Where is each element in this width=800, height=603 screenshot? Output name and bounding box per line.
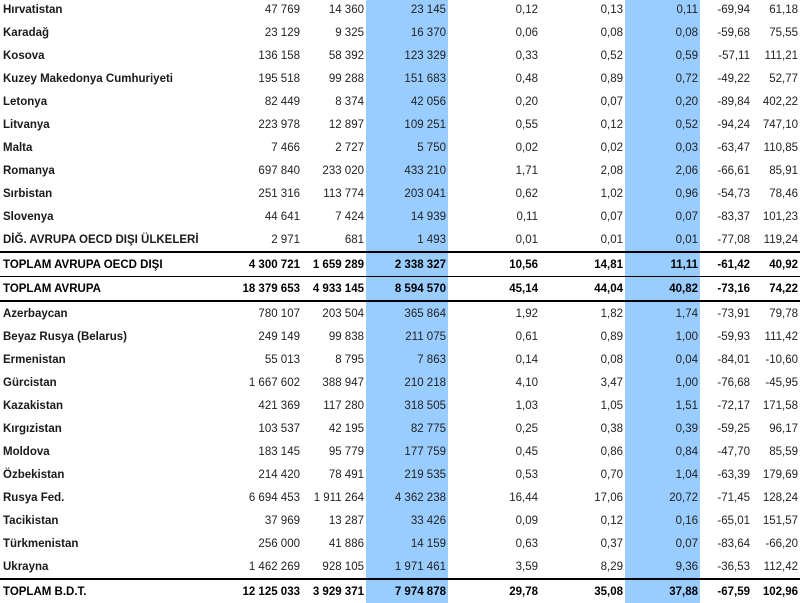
value-cell: 780 107 (215, 301, 302, 325)
value-cell: 102,96 (752, 579, 800, 603)
table-row (0, 371, 800, 394)
country-name-cell: Kazakistan (3, 399, 64, 412)
value-cell: 0,12 (515, 3, 538, 16)
country-name-cell: Azerbaycan (0, 301, 215, 325)
value-cell: 0,13 (600, 3, 623, 16)
country-name-cell: Sırbistan (3, 187, 53, 200)
value-cell: -63,47 (717, 141, 750, 154)
value-cell: 99 838 (328, 330, 364, 343)
value-cell: 23 145 (366, 0, 448, 21)
value-cell: 0,33 (515, 49, 538, 62)
value-cell: 0,20 (625, 90, 700, 113)
value-cell: 0,09 (515, 514, 538, 527)
table-row (0, 44, 800, 67)
value-cell: 0,86 (600, 445, 623, 458)
value-cell: 42 056 (366, 90, 448, 113)
value-cell: 2,08 (600, 164, 623, 177)
value-cell: -66,20 (765, 537, 798, 550)
value-cell: 402,22 (762, 95, 798, 108)
value-cell: 99 288 (328, 72, 364, 85)
value-cell: 0,07 (600, 210, 623, 223)
value-cell: 1,00 (625, 325, 700, 348)
value-cell: -83,37 (717, 210, 750, 223)
value-cell: 41 886 (328, 537, 364, 550)
table-row (0, 21, 800, 44)
table-row (0, 90, 800, 113)
country-name-cell: Ermenistan (3, 353, 66, 366)
country-name-cell: Kosova (3, 49, 45, 62)
value-cell: 11,11 (625, 252, 700, 277)
value-cell: -36,53 (717, 560, 750, 573)
value-cell: 203 504 (302, 301, 366, 325)
value-cell: 37 969 (264, 514, 300, 527)
country-name-cell: Kuzey Makedonya Cumhuriyeti (3, 72, 173, 85)
value-cell: 0,07 (625, 205, 700, 228)
country-name-cell: Karadağ (3, 26, 50, 39)
value-cell: 7 974 878 (366, 579, 448, 603)
value-cell: -77,08 (717, 233, 750, 246)
value-cell: 1,92 (448, 301, 540, 325)
value-cell: 0,11 (625, 0, 700, 21)
value-cell: 0,01 (600, 233, 623, 246)
table-row (0, 0, 800, 21)
value-cell: 0,37 (600, 537, 623, 550)
value-cell: 1,82 (540, 301, 625, 325)
table-row (0, 486, 800, 509)
value-cell: 7 424 (335, 210, 364, 223)
value-cell: 14 159 (366, 532, 448, 555)
value-cell: 4 362 238 (366, 486, 448, 509)
value-cell: -47,70 (717, 445, 750, 458)
value-cell: 74,22 (752, 277, 800, 302)
value-cell: 40,92 (752, 252, 800, 277)
country-name-cell: Gürcistan (3, 376, 57, 389)
value-cell: 40,82 (625, 277, 700, 302)
country-name-cell: Kırgızistan (3, 422, 62, 435)
value-cell: 85,91 (769, 164, 798, 177)
value-cell: 109 251 (366, 113, 448, 136)
value-cell: 0,39 (625, 417, 700, 440)
value-cell: 0,38 (600, 422, 623, 435)
value-cell: 0,07 (600, 95, 623, 108)
value-cell: 6 694 453 (248, 491, 300, 504)
value-cell: 8 795 (335, 353, 364, 366)
table-row (0, 509, 800, 532)
total-row (0, 579, 800, 603)
value-cell: 1,05 (600, 399, 623, 412)
value-cell: 9 325 (335, 26, 364, 39)
value-cell: 16 370 (366, 21, 448, 44)
value-cell: 365 864 (366, 301, 448, 325)
value-cell: 256 000 (258, 537, 300, 550)
value-cell: 10,56 (448, 252, 540, 277)
value-cell: 0,53 (515, 468, 538, 481)
value-cell: 0,72 (625, 67, 700, 90)
value-cell: 3 929 371 (302, 579, 366, 603)
value-cell: 0,12 (600, 514, 623, 527)
value-cell: 55 013 (264, 353, 300, 366)
value-cell: -84,01 (717, 353, 750, 366)
country-name-cell: Tacikistan (3, 514, 59, 527)
country-name-cell: Malta (3, 141, 33, 154)
value-cell: 8 594 570 (366, 277, 448, 302)
value-cell: 697 840 (258, 164, 300, 177)
value-cell: -59,25 (717, 422, 750, 435)
value-cell: 219 535 (366, 463, 448, 486)
value-cell: -10,60 (765, 353, 798, 366)
country-name-cell: Beyaz Rusya (Belarus) (3, 330, 127, 343)
value-cell: 0,08 (625, 21, 700, 44)
value-cell: 23 129 (264, 26, 300, 39)
value-cell: 37,88 (625, 579, 700, 603)
value-cell: 18 379 653 (215, 277, 302, 302)
value-cell: 113 774 (323, 187, 364, 200)
total-row (0, 277, 800, 302)
value-cell: -71,45 (717, 491, 750, 504)
table-row (0, 136, 800, 159)
country-name-cell: Romanya (3, 164, 55, 177)
value-cell: 1 667 602 (248, 376, 300, 389)
country-name-cell: Özbekistan (3, 468, 65, 481)
value-cell: 14 939 (366, 205, 448, 228)
value-cell: 0,02 (600, 141, 623, 154)
value-cell: 0,11 (516, 210, 538, 223)
value-cell: 171,58 (762, 399, 798, 412)
value-cell: 128,24 (762, 491, 798, 504)
table-row (0, 325, 800, 348)
value-cell: 0,16 (625, 509, 700, 532)
table-row (0, 532, 800, 555)
country-name-cell: Litvanya (3, 118, 50, 131)
value-cell: -69,94 (717, 3, 750, 16)
value-cell: 0,20 (515, 95, 538, 108)
value-cell: 78,46 (769, 187, 798, 200)
value-cell: 44,04 (540, 277, 625, 302)
value-cell: 3,47 (600, 376, 623, 389)
value-cell: 136 158 (258, 49, 300, 62)
value-cell: 177 759 (366, 440, 448, 463)
value-cell: 3,59 (515, 560, 538, 573)
value-cell: 111,21 (764, 49, 798, 62)
value-cell: 0,08 (600, 26, 623, 39)
value-cell: 1 462 269 (248, 560, 300, 573)
value-cell: 4 300 721 (215, 252, 302, 277)
value-cell: 42 195 (328, 422, 364, 435)
value-cell: 96,17 (769, 422, 798, 435)
value-cell: -57,11 (718, 49, 750, 62)
value-cell: 0,08 (600, 353, 623, 366)
value-cell: 928 105 (322, 560, 364, 573)
value-cell: 29,78 (448, 579, 540, 603)
value-cell: 0,84 (625, 440, 700, 463)
value-cell: 1,04 (625, 463, 700, 486)
value-cell: 78 491 (328, 468, 364, 481)
table-row (0, 67, 800, 90)
value-cell: 0,52 (600, 49, 623, 62)
country-name-cell: DİĞ. AVRUPA OECD DIŞI ÜLKELERİ (3, 233, 199, 246)
value-cell: 251 316 (258, 187, 300, 200)
value-cell: 14 360 (328, 3, 364, 16)
value-cell: 1,00 (625, 371, 700, 394)
table-row (0, 159, 800, 182)
value-cell: 1 493 (366, 228, 448, 252)
value-cell: 0,59 (625, 44, 700, 67)
value-cell: 12 125 033 (215, 579, 302, 603)
value-cell: 214 420 (258, 468, 300, 481)
value-cell: 117 280 (323, 399, 364, 412)
value-cell: 183 145 (258, 445, 300, 458)
value-cell: 0,01 (625, 228, 700, 252)
value-cell: -83,64 (717, 537, 750, 550)
value-cell: -54,73 (717, 187, 750, 200)
value-cell: 61,18 (769, 3, 798, 16)
value-cell: 85,59 (769, 445, 798, 458)
value-cell: 75,55 (769, 26, 798, 39)
value-cell: 179,69 (762, 468, 798, 481)
value-cell: 0,25 (515, 422, 538, 435)
value-cell: 7 863 (366, 348, 448, 371)
country-name-cell: Letonya (3, 95, 48, 108)
value-cell: 0,89 (600, 330, 623, 343)
value-cell: -49,22 (717, 72, 750, 85)
value-cell: 119,24 (763, 233, 798, 246)
value-cell: 0,06 (515, 26, 538, 39)
value-cell: 1,74 (625, 301, 700, 325)
country-name-cell: Türkmenistan (3, 537, 79, 550)
value-cell: 2 338 327 (366, 252, 448, 277)
value-cell: -65,01 (717, 514, 750, 527)
value-cell: -67,59 (700, 579, 752, 603)
value-cell: 0,62 (515, 187, 538, 200)
value-cell: 52,77 (769, 72, 798, 85)
value-cell: 12 897 (328, 118, 364, 131)
value-cell: -61,42 (700, 252, 752, 277)
value-cell: 223 978 (258, 118, 300, 131)
value-cell: 103 537 (258, 422, 300, 435)
value-cell: 0,02 (515, 141, 538, 154)
value-cell: 0,01 (515, 233, 538, 246)
value-cell: 1 971 461 (366, 555, 448, 579)
value-cell: 0,61 (515, 330, 538, 343)
table-row (0, 228, 800, 252)
value-cell: 233 020 (322, 164, 364, 177)
value-cell: 249 149 (258, 330, 300, 343)
value-cell: 7 466 (271, 141, 300, 154)
country-name-cell: Slovenya (3, 210, 54, 223)
table-row (0, 463, 800, 486)
value-cell: -76,68 (717, 376, 750, 389)
table-row (0, 205, 800, 228)
value-cell: 0,89 (600, 72, 623, 85)
value-cell: 195 518 (258, 72, 300, 85)
value-cell: 318 505 (366, 394, 448, 417)
value-cell: 1 659 289 (302, 252, 366, 277)
country-name-cell: Ukrayna (3, 560, 49, 573)
value-cell: 0,48 (515, 72, 538, 85)
table-row (0, 301, 800, 325)
value-cell: 0,07 (625, 532, 700, 555)
value-cell: -63,39 (717, 468, 750, 481)
value-cell: 1,02 (600, 187, 623, 200)
total-row (0, 252, 800, 277)
value-cell: 4 933 145 (302, 277, 366, 302)
value-cell: 101,23 (762, 210, 798, 223)
value-cell: 2,06 (625, 159, 700, 182)
value-cell: 35,08 (540, 579, 625, 603)
value-cell: 79,78 (752, 301, 800, 325)
table-row (0, 417, 800, 440)
value-cell: -45,95 (765, 376, 798, 389)
value-cell: 0,70 (600, 468, 623, 481)
value-cell: 151,57 (762, 514, 798, 527)
value-cell: 47 769 (264, 3, 300, 16)
country-name-cell: Hırvatistan (3, 3, 63, 16)
value-cell: 58 392 (328, 49, 364, 62)
value-cell: 0,14 (515, 353, 538, 366)
value-cell: -89,84 (717, 95, 750, 108)
value-cell: 16,44 (509, 491, 538, 504)
table-row (0, 555, 800, 579)
value-cell: 0,52 (625, 113, 700, 136)
country-name-cell: TOPLAM AVRUPA OECD DIŞI (0, 252, 215, 277)
value-cell: -59,68 (717, 26, 750, 39)
value-cell: -66,61 (717, 164, 750, 177)
country-name-cell: Moldova (3, 445, 50, 458)
value-cell: 0,04 (625, 348, 700, 371)
value-cell: 0,55 (515, 118, 538, 131)
country-name-cell: TOPLAM AVRUPA (0, 277, 215, 302)
value-cell: 0,03 (625, 136, 700, 159)
value-cell: 8 374 (335, 95, 364, 108)
country-name-cell: TOPLAM B.D.T. (0, 579, 215, 603)
value-cell: 17,06 (594, 491, 623, 504)
value-cell: 9,36 (625, 555, 700, 579)
value-cell: 95 779 (328, 445, 364, 458)
value-cell: 211 075 (366, 325, 448, 348)
value-cell: 8,29 (600, 560, 623, 573)
value-cell: 421 369 (258, 399, 300, 412)
table-row (0, 113, 800, 136)
value-cell: 747,10 (762, 118, 798, 131)
value-cell: 1,51 (625, 394, 700, 417)
value-cell: 13 287 (328, 514, 364, 527)
value-cell: 681 (344, 233, 364, 246)
value-cell: 45,14 (448, 277, 540, 302)
value-cell: 5 750 (366, 136, 448, 159)
value-cell: 111,42 (764, 330, 798, 343)
value-cell: 388 947 (322, 376, 364, 389)
value-cell: 0,12 (600, 118, 623, 131)
table-row (0, 394, 800, 417)
value-cell: 210 218 (366, 371, 448, 394)
value-cell: 1,71 (515, 164, 538, 177)
value-cell: 2 727 (335, 141, 364, 154)
value-cell: -94,24 (717, 118, 750, 131)
value-cell: -73,16 (700, 277, 752, 302)
value-cell: 123 329 (366, 44, 448, 67)
value-cell: 4,10 (515, 376, 538, 389)
value-cell: 14,81 (540, 252, 625, 277)
value-cell: 1 911 264 (313, 491, 364, 504)
value-cell: 1,03 (515, 399, 538, 412)
value-cell: 20,72 (625, 486, 700, 509)
value-cell: 112,42 (763, 560, 798, 573)
value-cell: 0,96 (625, 182, 700, 205)
value-cell: -72,17 (717, 399, 750, 412)
value-cell: 110,85 (763, 141, 798, 154)
value-cell: 2 971 (271, 233, 300, 246)
value-cell: 0,45 (515, 445, 538, 458)
value-cell: -73,91 (700, 301, 752, 325)
table-row (0, 348, 800, 371)
table-row (0, 440, 800, 463)
value-cell: -59,93 (717, 330, 750, 343)
value-cell: 44 641 (264, 210, 300, 223)
value-cell: 33 426 (366, 509, 448, 532)
value-cell: 151 683 (366, 67, 448, 90)
country-name-cell: Rusya Fed. (3, 491, 65, 504)
table-row (0, 182, 800, 205)
value-cell: 203 041 (366, 182, 448, 205)
value-cell: 82 775 (366, 417, 448, 440)
value-cell: 433 210 (366, 159, 448, 182)
value-cell: 82 449 (264, 95, 300, 108)
value-cell: 0,63 (515, 537, 538, 550)
